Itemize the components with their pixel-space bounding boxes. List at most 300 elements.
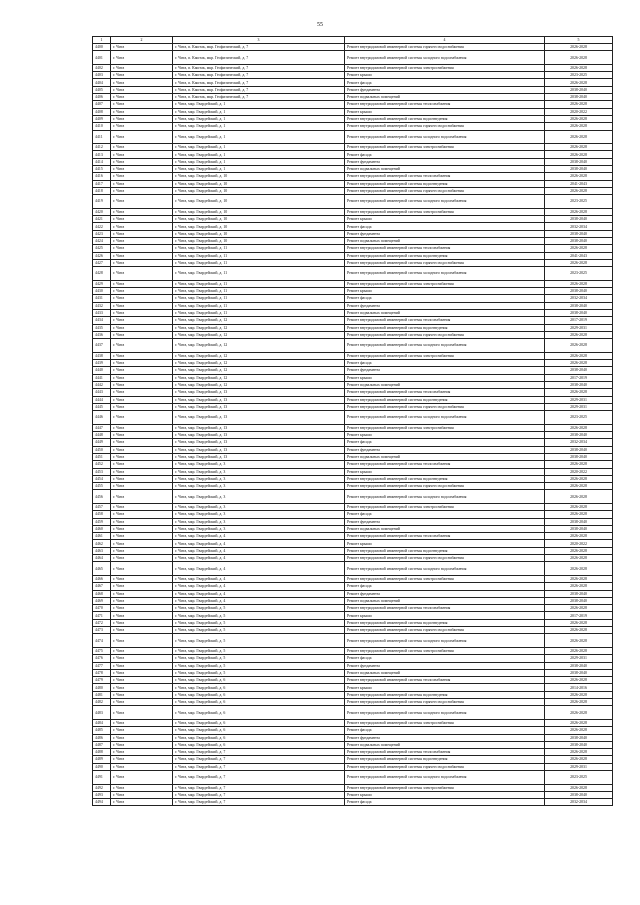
cell-row-number: 4416 <box>93 173 111 180</box>
cell-work-type: Ремонт внутридомовой инженерной системы горячего водоснабжения <box>345 627 545 634</box>
cell-address: г. Чита, мкр. Гвардейский, д. 4 <box>173 590 345 597</box>
table-row <box>93 216 613 223</box>
cell-address: г. Чита, мкр. Гвардейский, д. 11 <box>173 252 345 259</box>
cell-work-type: Ремонт подвальных помещений <box>345 238 545 245</box>
cell-work-type: Ремонт крыши <box>345 288 545 295</box>
cell-period: 2026-2028 <box>545 691 613 698</box>
cell-work-type: Ремонт внутридомовой инженерной системы горячего водоснабжения <box>345 44 545 51</box>
table-row <box>93 547 613 554</box>
cell-address: г. Чита, мкр. Гвардейский, д. 6 <box>173 677 345 684</box>
cell-work-type: Ремонт крыши <box>345 108 545 115</box>
table-row <box>93 741 613 748</box>
cell-work-type: Ремонт фасада <box>345 583 545 590</box>
cell-work-type: Ремонт внутридомовой инженерной системы водоотведения <box>345 324 545 331</box>
cell-address: г. Чита, мкр. Гвардейский, д. 6 <box>173 684 345 691</box>
cell-period: 2026-2028 <box>545 511 613 518</box>
cell-municipality: г. Чита <box>111 706 173 720</box>
cell-work-type: Ремонт внутридомовой инженерной системы теплоснабжения <box>345 317 545 324</box>
cell-row-number: 4439 <box>93 360 111 367</box>
cell-period: 2020-2022 <box>545 108 613 115</box>
cell-period: 2026-2028 <box>545 101 613 108</box>
cell-address: г. Чита, мкр. Гвардейский, д. 5 <box>173 647 345 654</box>
cell-address: г. Чита, мкр. Гвардейский, д. 5 <box>173 627 345 634</box>
cell-period: 2026-2028 <box>545 130 613 144</box>
table-row <box>93 555 613 562</box>
cell-period: 2032-2034 <box>545 295 613 302</box>
cell-work-type: Ремонт внутридомовой инженерной системы теплоснабжения <box>345 101 545 108</box>
cell-period: 2038-2040 <box>545 166 613 173</box>
cell-work-type: Ремонт фундамента <box>345 734 545 741</box>
cell-work-type: Ремонт внутридомовой инженерной системы водоотведения <box>345 396 545 403</box>
cell-work-type: Ремонт внутридомовой инженерной системы горячего водоснабжения <box>345 259 545 266</box>
cell-address: г. Чита, мкр. Гвардейский, д. 4 <box>173 597 345 604</box>
table-row <box>93 280 613 287</box>
cell-address: г. Чита, п. Каштак, мкр. Геофизический, д. 7 <box>173 79 345 86</box>
cell-municipality: г. Чита <box>111 360 173 367</box>
cell-row-number: 4442 <box>93 381 111 388</box>
cell-work-type: Ремонт внутридомовой инженерной системы горячего водоснабжения <box>345 187 545 194</box>
cell-row-number: 4441 <box>93 374 111 381</box>
cell-period: 2038-2040 <box>545 741 613 748</box>
cell-municipality: г. Чита <box>111 424 173 431</box>
cell-row-number: 4487 <box>93 741 111 748</box>
cell-address: г. Чита, мкр. Гвардейский, д. 6 <box>173 727 345 734</box>
cell-period: 2026-2028 <box>545 634 613 648</box>
cell-municipality: г. Чита <box>111 763 173 770</box>
table-row <box>93 208 613 215</box>
table-row <box>93 331 613 338</box>
cell-period: 2038-2040 <box>545 432 613 439</box>
cell-address: г. Чита, мкр. Гвардейский, д. 10 <box>173 238 345 245</box>
table-row <box>93 158 613 165</box>
cell-row-number: 4435 <box>93 324 111 331</box>
cell-period: 2026-2028 <box>545 627 613 634</box>
table-row <box>93 252 613 259</box>
cell-address: г. Чита, мкр. Гвардейский, д. 10 <box>173 223 345 230</box>
cell-row-number: 4423 <box>93 230 111 237</box>
cell-row-number: 4406 <box>93 94 111 101</box>
cell-row-number: 4402 <box>93 64 111 71</box>
table-row <box>93 597 613 604</box>
cell-period: 2023-2025 <box>545 195 613 209</box>
table-row <box>93 144 613 151</box>
cell-row-number: 4437 <box>93 339 111 353</box>
table-row <box>93 360 613 367</box>
cell-municipality: г. Чита <box>111 411 173 425</box>
cell-row-number: 4468 <box>93 590 111 597</box>
cell-work-type: Ремонт внутридомовой инженерной системы водоотведения <box>345 475 545 482</box>
cell-row-number: 4410 <box>93 123 111 130</box>
cell-row-number: 4489 <box>93 756 111 763</box>
cell-address: г. Чита, мкр. Гвардейский, д. 6 <box>173 734 345 741</box>
cell-work-type: Ремонт подвальных помещений <box>345 94 545 101</box>
cell-municipality: г. Чита <box>111 288 173 295</box>
cell-period: 2032-2034 <box>545 439 613 446</box>
cell-municipality: г. Чита <box>111 483 173 490</box>
table-row <box>93 223 613 230</box>
table-row <box>93 770 613 784</box>
cell-address: г. Чита, мкр. Гвардейский, д. 7 <box>173 770 345 784</box>
cell-row-number: 4407 <box>93 101 111 108</box>
cell-row-number: 4469 <box>93 597 111 604</box>
table-row <box>93 677 613 684</box>
cell-municipality: г. Чита <box>111 770 173 784</box>
cell-row-number: 4467 <box>93 583 111 590</box>
cell-municipality: г. Чита <box>111 166 173 173</box>
table-row <box>93 706 613 720</box>
cell-period: 2026-2028 <box>545 719 613 726</box>
cell-row-number: 4428 <box>93 267 111 281</box>
cell-period: 2026-2028 <box>545 490 613 504</box>
cell-work-type: Ремонт внутридомовой инженерной системы водоотведения <box>345 115 545 122</box>
cell-row-number: 4455 <box>93 483 111 490</box>
cell-municipality: г. Чита <box>111 749 173 756</box>
cell-period: 2026-2028 <box>545 51 613 65</box>
cell-period: 2026-2028 <box>545 504 613 511</box>
cell-period: 2026-2028 <box>545 619 613 626</box>
cell-address: г. Чита, мкр. Гвардейский, д. 13 <box>173 403 345 410</box>
cell-period: 2026-2028 <box>545 749 613 756</box>
table-row <box>93 195 613 209</box>
cell-period: 2038-2040 <box>545 597 613 604</box>
cell-work-type: Ремонт внутридомовой инженерной системы холодного водоснабжения <box>345 562 545 576</box>
cell-address: г. Чита, мкр. Гвардейский, д. 1 <box>173 123 345 130</box>
cell-period: 2026-2028 <box>545 605 613 612</box>
cell-period: 2038-2040 <box>545 669 613 676</box>
cell-work-type: Ремонт внутридомовой инженерной системы горячего водоснабжения <box>345 123 545 130</box>
cell-work-type: Ремонт внутридомовой инженерной системы теплоснабжения <box>345 749 545 756</box>
cell-row-number: 4481 <box>93 691 111 698</box>
cell-address: г. Чита, мкр. Гвардейский, д. 11 <box>173 280 345 287</box>
cell-municipality: г. Чита <box>111 267 173 281</box>
cell-municipality: г. Чита <box>111 158 173 165</box>
cell-work-type: Ремонт внутридомовой инженерной системы электроснабжения <box>345 575 545 582</box>
table-row <box>93 432 613 439</box>
table-row <box>93 756 613 763</box>
cell-period: 2026-2028 <box>545 784 613 791</box>
cell-row-number: 4421 <box>93 216 111 223</box>
cell-municipality: г. Чита <box>111 511 173 518</box>
cell-row-number: 4418 <box>93 187 111 194</box>
cell-row-number: 4403 <box>93 72 111 79</box>
table-row <box>93 583 613 590</box>
cell-municipality: г. Чита <box>111 605 173 612</box>
cell-address: г. Чита, мкр. Гвардейский, д. 4 <box>173 547 345 554</box>
cell-address: г. Чита, мкр. Гвардейский, д. 1 <box>173 115 345 122</box>
cell-address: г. Чита, мкр. Гвардейский, д. 13 <box>173 432 345 439</box>
cell-period: 2029-2031 <box>545 763 613 770</box>
cell-row-number: 4419 <box>93 195 111 209</box>
cell-work-type: Ремонт фундамента <box>345 158 545 165</box>
cell-row-number: 4426 <box>93 252 111 259</box>
cell-municipality: г. Чита <box>111 123 173 130</box>
cell-row-number: 4447 <box>93 424 111 431</box>
cell-municipality: г. Чита <box>111 216 173 223</box>
cell-work-type: Ремонт фасада <box>345 655 545 662</box>
table-row <box>93 684 613 691</box>
cell-row-number: 4448 <box>93 432 111 439</box>
cell-work-type: Ремонт внутридомовой инженерной системы холодного водоснабжения <box>345 634 545 648</box>
cell-period: 2026-2028 <box>545 547 613 554</box>
cell-work-type: Ремонт подвальных помещений <box>345 597 545 604</box>
cell-address: г. Чита, мкр. Гвардейский, д. 11 <box>173 259 345 266</box>
cell-work-type: Ремонт внутридомовой инженерной системы горячего водоснабжения <box>345 403 545 410</box>
cell-municipality: г. Чита <box>111 151 173 158</box>
cell-work-type: Ремонт внутридомовой инженерной системы водоотведения <box>345 756 545 763</box>
cell-municipality: г. Чита <box>111 475 173 482</box>
cell-work-type: Ремонт внутридомовой инженерной системы электроснабжения <box>345 424 545 431</box>
cell-period: 2017-2019 <box>545 374 613 381</box>
cell-period: 2026-2028 <box>545 115 613 122</box>
cell-period: 2026-2028 <box>545 475 613 482</box>
table-row <box>93 525 613 532</box>
table-row <box>93 309 613 316</box>
cell-municipality: г. Чита <box>111 101 173 108</box>
table-row <box>93 518 613 525</box>
cell-address: г. Чита, п. Каштак, мкр. Геофизический, д. 7 <box>173 86 345 93</box>
cell-work-type: Ремонт внутридомовой инженерной системы электроснабжения <box>345 647 545 654</box>
cell-row-number: 4462 <box>93 540 111 547</box>
table-row <box>93 367 613 374</box>
cell-period: 2026-2028 <box>545 706 613 720</box>
cell-address: г. Чита, мкр. Гвардейский, д. 1 <box>173 144 345 151</box>
cell-period: 2026-2028 <box>545 483 613 490</box>
cell-address: г. Чита, мкр. Гвардейский, д. 12 <box>173 367 345 374</box>
cell-work-type: Ремонт внутридомовой инженерной системы горячего водоснабжения <box>345 763 545 770</box>
cell-period: 2038-2040 <box>545 791 613 798</box>
cell-municipality: г. Чита <box>111 180 173 187</box>
cell-address: г. Чита, мкр. Гвардейский, д. 5 <box>173 605 345 612</box>
table-row <box>93 619 613 626</box>
cell-municipality: г. Чита <box>111 396 173 403</box>
cell-period: 2026-2028 <box>545 280 613 287</box>
table-row <box>93 51 613 65</box>
table-row <box>93 151 613 158</box>
cell-row-number: 4404 <box>93 79 111 86</box>
cell-municipality: г. Чита <box>111 173 173 180</box>
cell-row-number: 4424 <box>93 238 111 245</box>
cell-address: г. Чита, мкр. Гвардейский, д. 13 <box>173 396 345 403</box>
cell-address: г. Чита, мкр. Гвардейский, д. 5 <box>173 669 345 676</box>
table-row <box>93 461 613 468</box>
cell-municipality: г. Чита <box>111 684 173 691</box>
cell-work-type: Ремонт фасада <box>345 79 545 86</box>
cell-work-type: Ремонт внутридомовой инженерной системы горячего водоснабжения <box>345 699 545 706</box>
cell-row-number: 4464 <box>93 555 111 562</box>
cell-municipality: г. Чита <box>111 719 173 726</box>
cell-municipality: г. Чита <box>111 44 173 51</box>
cell-row-number: 4475 <box>93 647 111 654</box>
cell-address: г. Чита, мкр. Гвардейский, д. 11 <box>173 302 345 309</box>
cell-row-number: 4409 <box>93 115 111 122</box>
cell-period: 2038-2040 <box>545 446 613 453</box>
table-row <box>93 381 613 388</box>
cell-work-type: Ремонт крыши <box>345 684 545 691</box>
cell-municipality: г. Чита <box>111 468 173 475</box>
cell-address: г. Чита, мкр. Гвардейский, д. 5 <box>173 634 345 648</box>
cell-row-number: 4477 <box>93 662 111 669</box>
cell-row-number: 4486 <box>93 734 111 741</box>
cell-period: 2038-2040 <box>545 590 613 597</box>
cell-work-type: Ремонт внутридомовой инженерной системы электроснабжения <box>345 352 545 359</box>
cell-municipality: г. Чита <box>111 562 173 576</box>
cell-work-type: Ремонт крыши <box>345 72 545 79</box>
cell-address: г. Чита, п. Каштак, мкр. Геофизический, д. 7 <box>173 72 345 79</box>
cell-address: г. Чита, мкр. Гвардейский, д. 1 <box>173 130 345 144</box>
cell-address: г. Чита, мкр. Гвардейский, д. 3 <box>173 490 345 504</box>
cell-work-type: Ремонт внутридомовой инженерной системы водоотведения <box>345 619 545 626</box>
cell-row-number: 4479 <box>93 677 111 684</box>
cell-work-type: Ремонт внутридомовой инженерной системы холодного водоснабжения <box>345 51 545 65</box>
cell-row-number: 4472 <box>93 619 111 626</box>
cell-address: г. Чита, мкр. Гвардейский, д. 4 <box>173 583 345 590</box>
cell-row-number: 4461 <box>93 533 111 540</box>
cell-row-number: 4485 <box>93 727 111 734</box>
cell-row-number: 4473 <box>93 627 111 634</box>
table-row <box>93 490 613 504</box>
cell-municipality: г. Чита <box>111 583 173 590</box>
cell-period: 2026-2028 <box>545 424 613 431</box>
cell-row-number: 4420 <box>93 208 111 215</box>
table-row <box>93 123 613 130</box>
cell-address: г. Чита, мкр. Гвардейский, д. 10 <box>173 180 345 187</box>
cell-period: 2026-2028 <box>545 187 613 194</box>
cell-address: г. Чита, мкр. Гвардейский, д. 5 <box>173 612 345 619</box>
cell-municipality: г. Чита <box>111 634 173 648</box>
cell-municipality: г. Чита <box>111 575 173 582</box>
header-col-address: 3 <box>173 37 345 44</box>
cell-work-type: Ремонт крыши <box>345 468 545 475</box>
cell-municipality: г. Чита <box>111 669 173 676</box>
cell-work-type: Ремонт фундамента <box>345 662 545 669</box>
cell-period: 2038-2040 <box>545 230 613 237</box>
cell-address: г. Чита, мкр. Гвардейский, д. 13 <box>173 424 345 431</box>
cell-period: 2026-2028 <box>545 583 613 590</box>
cell-period: 2026-2028 <box>545 339 613 353</box>
header-col-municipality: 2 <box>111 37 173 44</box>
cell-municipality: г. Чита <box>111 389 173 396</box>
table-row <box>93 302 613 309</box>
table-row <box>93 389 613 396</box>
cell-period: 2026-2028 <box>545 389 613 396</box>
cell-work-type: Ремонт фасада <box>345 295 545 302</box>
cell-municipality: г. Чита <box>111 187 173 194</box>
cell-municipality: г. Чита <box>111 655 173 662</box>
cell-municipality: г. Чита <box>111 403 173 410</box>
table-row <box>93 784 613 791</box>
cell-municipality: г. Чита <box>111 381 173 388</box>
table-row <box>93 504 613 511</box>
cell-work-type: Ремонт подвальных помещений <box>345 525 545 532</box>
cell-municipality: г. Чита <box>111 309 173 316</box>
cell-municipality: г. Чита <box>111 439 173 446</box>
cell-row-number: 4408 <box>93 108 111 115</box>
cell-period: 2038-2040 <box>545 309 613 316</box>
cell-municipality: г. Чита <box>111 547 173 554</box>
cell-row-number: 4459 <box>93 518 111 525</box>
cell-row-number: 4457 <box>93 504 111 511</box>
table-row <box>93 734 613 741</box>
table-row <box>93 511 613 518</box>
cell-work-type: Ремонт внутридомовой инженерной системы теплоснабжения <box>345 677 545 684</box>
table-row <box>93 424 613 431</box>
cell-row-number: 4494 <box>93 799 111 806</box>
cell-work-type: Ремонт подвальных помещений <box>345 669 545 676</box>
cell-address: г. Чита, мкр. Гвардейский, д. 11 <box>173 267 345 281</box>
cell-work-type: Ремонт подвальных помещений <box>345 309 545 316</box>
header-row <box>93 37 613 44</box>
table-row <box>93 727 613 734</box>
cell-municipality: г. Чита <box>111 784 173 791</box>
cell-address: г. Чита, п. Каштак, мкр. Геофизический, д. 7 <box>173 44 345 51</box>
cell-period: 2026-2028 <box>545 647 613 654</box>
cell-municipality: г. Чита <box>111 130 173 144</box>
cell-address: г. Чита, мкр. Гвардейский, д. 10 <box>173 230 345 237</box>
cell-work-type: Ремонт подвальных помещений <box>345 741 545 748</box>
cell-municipality: г. Чита <box>111 741 173 748</box>
cell-row-number: 4444 <box>93 396 111 403</box>
table-row <box>93 669 613 676</box>
table-row <box>93 749 613 756</box>
cell-address: г. Чита, мкр. Гвардейский, д. 11 <box>173 245 345 252</box>
cell-work-type: Ремонт внутридомовой инженерной системы горячего водоснабжения <box>345 555 545 562</box>
table-row <box>93 267 613 281</box>
table-row <box>93 295 613 302</box>
cell-municipality: г. Чита <box>111 691 173 698</box>
cell-work-type: Ремонт внутридомовой инженерной системы водоотведения <box>345 547 545 554</box>
cell-row-number: 4478 <box>93 669 111 676</box>
cell-period: 2023-2025 <box>545 411 613 425</box>
cell-work-type: Ремонт внутридомовой инженерной системы холодного водоснабжения <box>345 130 545 144</box>
cell-address: г. Чита, мкр. Гвардейский, д. 10 <box>173 208 345 215</box>
cell-row-number: 4417 <box>93 180 111 187</box>
table-row <box>93 166 613 173</box>
cell-municipality: г. Чита <box>111 799 173 806</box>
table-row <box>93 115 613 122</box>
table-row <box>93 763 613 770</box>
cell-row-number: 4431 <box>93 295 111 302</box>
cell-work-type: Ремонт внутридомовой инженерной системы водоотведения <box>345 180 545 187</box>
cell-row-number: 4436 <box>93 331 111 338</box>
cell-work-type: Ремонт фундамента <box>345 302 545 309</box>
cell-period: 2026-2028 <box>545 699 613 706</box>
table-row <box>93 439 613 446</box>
table-row <box>93 540 613 547</box>
table-row <box>93 324 613 331</box>
cell-period: 2026-2028 <box>545 79 613 86</box>
cell-municipality: г. Чита <box>111 115 173 122</box>
cell-address: г. Чита, мкр. Гвардейский, д. 12 <box>173 352 345 359</box>
cell-work-type: Ремонт крыши <box>345 374 545 381</box>
cell-municipality: г. Чита <box>111 144 173 151</box>
cell-work-type: Ремонт крыши <box>345 791 545 798</box>
cell-period: 2026-2028 <box>545 727 613 734</box>
cell-row-number: 4482 <box>93 699 111 706</box>
header-col-period: 5 <box>545 37 613 44</box>
cell-period: 2026-2028 <box>545 756 613 763</box>
cell-row-number: 4491 <box>93 770 111 784</box>
cell-period: 2026-2028 <box>545 352 613 359</box>
cell-row-number: 4493 <box>93 791 111 798</box>
cell-period: 2038-2040 <box>545 734 613 741</box>
cell-address: г. Чита, мкр. Гвардейский, д. 3 <box>173 475 345 482</box>
cell-period: 2026-2028 <box>545 208 613 215</box>
cell-address: г. Чита, мкр. Гвардейский, д. 12 <box>173 331 345 338</box>
cell-address: г. Чита, мкр. Гвардейский, д. 3 <box>173 468 345 475</box>
cell-municipality: г. Чита <box>111 647 173 654</box>
cell-address: г. Чита, мкр. Гвардейский, д. 13 <box>173 453 345 460</box>
cell-period: 2026-2028 <box>545 575 613 582</box>
